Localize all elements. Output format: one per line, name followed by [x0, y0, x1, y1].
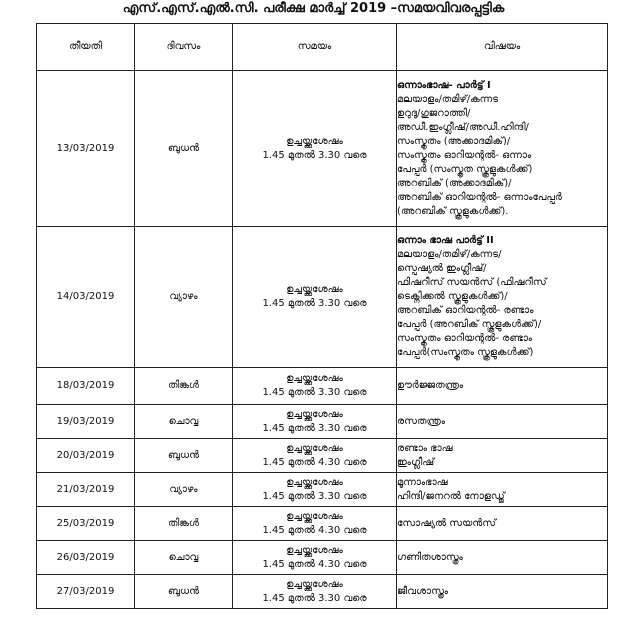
cell-day: തിങ്കൾ [135, 368, 233, 405]
cell-day: ചൊവ്വ [135, 541, 233, 575]
subject-line: രസതന്ത്രം [397, 415, 446, 427]
time-range: 1.45 മുതൽ 3.30 വരെ [262, 149, 367, 161]
time-range: 1.45 മുതൽ 3.30 വരെ [262, 592, 367, 604]
cell-day: വ്യാഴം [135, 473, 233, 507]
cell-date: 26/03/2019 [37, 541, 135, 575]
cell-time [233, 507, 397, 541]
time-range: 1.45 മുതൽ 3.30 വരെ [262, 298, 367, 309]
cell-subject [397, 439, 608, 473]
subject-heading: ഒന്നാംഭാഷ- പാർട്ട് I [397, 79, 491, 91]
subject-line: ഇംഗ്ലീഷ് [397, 456, 435, 468]
cell-date: 20/03/2019 [37, 439, 135, 473]
subject-line: അറബിക് (അക്കാദമിക്)/ [397, 177, 512, 189]
time-range: 1.45 മുതൽ 3.30 വരെ [262, 422, 367, 434]
table-row [37, 473, 608, 507]
table-row [37, 541, 608, 575]
cell-day: ബുധൻ [135, 575, 233, 609]
subject-line: രണ്ടാം ഭാഷ [397, 442, 453, 454]
cell-date: 27/03/2019 [37, 575, 135, 609]
time-session: ഉച്ചയ്ക്കുശേഷം [286, 578, 343, 590]
cell-subject [397, 541, 608, 575]
subject-line: പേപ്പർ (സംസ്കൃത സ്കൂളുകൾക്ക്) [397, 163, 533, 175]
header-row [37, 24, 608, 71]
cell-day: ബുധൻ [135, 439, 233, 473]
subject-line: അറബിക് ഓറിയന്റൽ- ഒന്നാംപേപ്പർ [397, 191, 562, 203]
subject-line: സ്പെഷ്യൽ ഇംഗ്ലീഷ്/ [397, 263, 487, 274]
subject-line: പേപ്പർ(സംസ്കൃതം സ്കൂളുകൾക്ക്) [397, 347, 534, 358]
table-row [37, 405, 608, 439]
time-range: 1.45 മുതൽ 4.30 വരെ [262, 558, 367, 570]
subject-line: സംസ്കൃതം ഓറിയന്റൽ- രണ്ടാം [397, 333, 533, 344]
timetable-body [37, 71, 608, 609]
time-range: 1.45 മുതൽ 4.30 വരെ [262, 456, 367, 468]
subject-line: ഗണിതശാസ്ത്രം [397, 551, 463, 563]
time-session: ഉച്ചയ്ക്കുശേഷം [286, 476, 343, 488]
time-range: 1.45 മുതൽ 3.30 വരെ [262, 490, 367, 502]
cell-day: തിങ്കൾ [135, 507, 233, 541]
table-row [37, 368, 608, 405]
time-session: ഉച്ചയ്ക്കുശേഷം [286, 544, 343, 556]
header-day: ദിവസം [135, 24, 233, 71]
header-time: സമയം [233, 24, 397, 71]
subject-line: ഉറുദു/ഗുജറാത്തി/ [397, 107, 471, 119]
time-session: ഉച്ചയ്ക്കുശേഷം [286, 373, 343, 384]
table-row [37, 575, 608, 609]
subject-line: സംസ്കൃതം ഓറിയന്റൽ- ഒന്നാം [397, 149, 532, 161]
header-date: തീയതി [37, 24, 135, 71]
cell-day: ചൊവ്വ [135, 405, 233, 439]
cell-date: 18/03/2019 [37, 368, 135, 405]
cell-subject [397, 473, 608, 507]
exam-timetable [36, 23, 608, 609]
cell-subject [397, 227, 608, 368]
cell-subject [397, 71, 608, 227]
time-session: ഉച്ചയ്ക്കുശേഷം [286, 284, 343, 295]
subject-heading: ഒന്നാം ഭാഷ പാർട്ട് II [397, 235, 494, 246]
subject-line: ഊർജ്ജതന്ത്രം [397, 380, 464, 391]
cell-time [233, 227, 397, 368]
cell-date: 14/03/2019 [37, 227, 135, 368]
subject-line: ഫിഷറീസ് സയൻസ് (ഫിഷറീസ് [397, 277, 547, 288]
cell-time [233, 439, 397, 473]
page-title: എസ്.എസ്.എൽ.സി. പരീക്ഷ മാർച്ച് 2019 –സമയവിവരപ്പട്ടിക [122, 1, 505, 16]
time-range: 1.45 മുതൽ 4.30 വരെ [262, 524, 367, 536]
subject-line: ടെക്നിക്കൽ സ്കൂളുകൾക്ക്)/ [397, 291, 508, 302]
subject-line: സോഷ്യൽ സയൻസ് [397, 517, 496, 529]
subject-line: (അറബിക് സ്കൂളുകൾക്ക്). [397, 205, 509, 217]
cell-date: 25/03/2019 [37, 507, 135, 541]
cell-subject [397, 368, 608, 405]
subject-line: അഡീ.ഇംഗ്ലീഷ്/അഡീ.ഹിന്ദി/ [397, 121, 529, 133]
time-range: 1.45 മുതൽ 3.30 വരെ [262, 387, 367, 398]
subject-line: മലയാളം/തമിഴ്/കന്നട [397, 93, 499, 105]
subject-line: സംസ്കൃതം (അക്കാദമിക്)/ [397, 135, 511, 147]
cell-day: വ്യാഴം [135, 227, 233, 368]
subject-line: മൂന്നാംഭാഷ [397, 476, 448, 488]
cell-time [233, 541, 397, 575]
cell-time [233, 368, 397, 405]
cell-date: 19/03/2019 [37, 405, 135, 439]
time-session: ഉച്ചയ്ക്കുശേഷം [286, 408, 343, 420]
cell-subject [397, 575, 608, 609]
subject-line: പേപ്പർ (അറബിക് സ്കൂളുകൾക്ക്)/ [397, 319, 542, 330]
subject-line: മലയാളം/തമിഴ്/കന്നട/ [397, 249, 502, 260]
subject-line: ജീവശാസ്ത്രം [397, 585, 449, 597]
table-row [37, 71, 608, 227]
header-subject: വിഷയം [397, 24, 608, 71]
cell-time [233, 71, 397, 227]
time-session: ഉച്ചയ്ക്കുശേഷം [286, 510, 343, 522]
cell-time [233, 405, 397, 439]
cell-day: ബുധൻ [135, 71, 233, 227]
time-session: ഉച്ചയ്ക്കുശേഷം [286, 135, 343, 147]
cell-subject [397, 507, 608, 541]
cell-subject [397, 405, 608, 439]
cell-date: 21/03/2019 [37, 473, 135, 507]
cell-date: 13/03/2019 [37, 71, 135, 227]
subject-line: അറബിക് ഓറിയന്റൽ- രണ്ടാം [397, 305, 534, 316]
table-row [37, 507, 608, 541]
table-row [37, 227, 608, 368]
subject-line: ഹിന്ദി/ജനറൽ നോളഡ്ജ് [397, 490, 505, 502]
time-session: ഉച്ചയ്ക്കുശേഷം [286, 442, 343, 454]
table-row [37, 439, 608, 473]
cell-time [233, 575, 397, 609]
cell-time [233, 473, 397, 507]
